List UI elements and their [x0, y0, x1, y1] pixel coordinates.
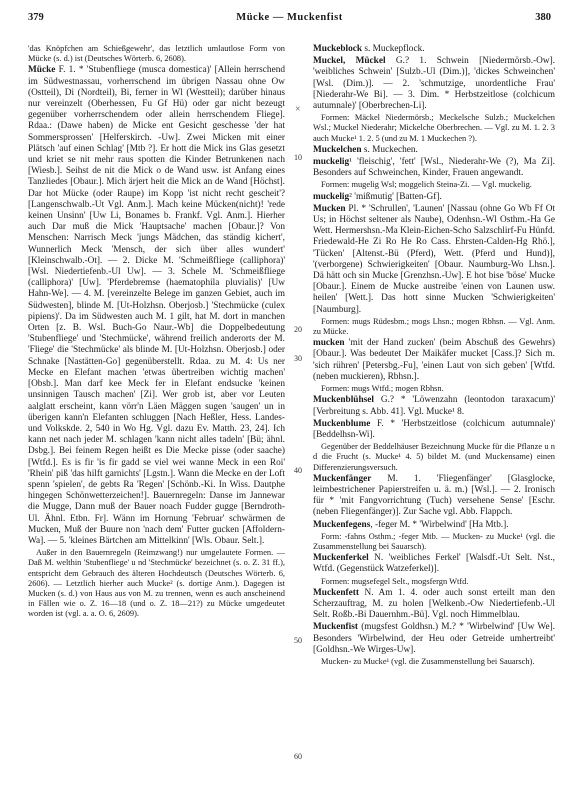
entry-text: ¹ 'fleischig', 'fett' [Wsl., Niederahr-We (?), Ma Zi]. Besonders auf Schweinchen, Kinder, Frauen angewandt. — [313, 157, 555, 179]
page-number-right: 380 — [535, 12, 551, 23]
entry-text: Gegenüber der Beddelhäuser Bezeichnung Mucke für die Pflanze u n d die Frucht (s. Mucke¹ 4. 5) bildet M. (und Muckensame) einen Differenzierungsversuch. — [313, 442, 555, 472]
page-number-left: 379 — [28, 12, 44, 23]
headword: Muckelchen — [313, 144, 362, 155]
entry-text: Formen: mugelig Wsl; moggelich Steina-Zi. — Vgl. muckelig. — [321, 180, 532, 190]
entry-text: Form: -fahns Osthm.; -feger Mtb. — Mucken- zu Mucke¹ (vgl. die Zusammenstellung bei Sauarsch). — [313, 531, 555, 551]
dictionary-entry — [313, 474, 555, 519]
dictionary-entry — [313, 56, 555, 112]
headword: muckelig — [313, 191, 350, 202]
entry-text: Formen: mugs Wtfd.; mogen Rbhsn. — [321, 384, 444, 394]
entry-text: Außer in den Bauernregeln (Reimzwang!) nur umgelautete Formen. — Daß M. welthin 'Stubenfliege' u nd 'Stechmücke' bezeichnet (s. o. Z. 31 ff.), entspricht dem Gebrauch des älteren Hochdeutsch (Deutsches Wörterb. 6, 2606). — Letztlich hierher auch Mucke² (s. dortige Anm.). Dagegen ist Mucken (s. d.) von Haus aus von M. zu trennen, wenn es auch anscheinend in Fällen wie o. Z. 16—18 (und o. Z. 18—21?) zu Mücke umgedeutet worden ist (vgl. a. a. O. 6, 2609). — [28, 548, 285, 619]
entry-text: Mucken- zu Mucke¹ (vgl. die Zusammenstellung bei Sauarsch). — [321, 656, 535, 666]
entry-text: 'das Knöpfchen am Schießgewehr', das letztlich umlautlose Form von Mücke (s. d.) ist (Deutsches Wörterb. 6, 2608). — [28, 44, 285, 64]
headword: Muckenfänger — [313, 473, 372, 484]
dictionary-entry — [313, 553, 555, 575]
dictionary-entry — [28, 65, 285, 547]
entry-text: Pl. * 'Schrullen', 'Launen' [Nassau (ohne Go Wb Ff Ot Us; in Höchst seltener als Naube), Odenhsn.-Wl Osthm.-Ha Ge Wett. Hermershsn.-Ma Klein-Eichen-Scho Salzschlirf-Fu Hünfd. Friedewald-He Zi Ro He Ro Cass. Ehrsten-Calden-Hg Rhö.], 'Tücken' [Altenst.-Bü (Pferd), Wett. (Pferd und Hund)], '(verborgene) Schwierigkeiten' [Obaur. Naumburg-Wo Lhsn.]. Dä hätt och sin Mucke [Grenzhsn.-Uw]. E hot bise 'böse' Mucke [Obaur.]. Einem de Mucke austreibe 'einen von Launen usw. heilen' [Wett.]. Das hott sinne Mucken 'Schwierigkeiten' [Naumburg]. — [313, 203, 555, 315]
entry-text: Formen: mugs Rüdesbm.; mogs Lhsn.; mogen Rbhsn. — Vgl. Anm. zu Mücke. — [313, 316, 555, 337]
dictionary-entry — [313, 192, 555, 203]
entry-text: ² 'mißmutig' [Batten-Gf]. — [349, 191, 442, 202]
note-paragraph — [28, 548, 285, 619]
dictionary-entry — [313, 520, 555, 531]
entry-text: G.? * 'Löwenzahn (leontodon taraxacum)' [Verbreitung s. Abb. 41]. Vgl. Mucke¹ 8. — [313, 395, 555, 417]
dictionary-entry — [313, 419, 555, 441]
note-paragraph — [28, 44, 285, 64]
entry-text: Formen: Mäckel Niedermörsb.; Meckelsche Sulzb.; Muckelchen Wsl.; Muckel Niederahr; Mickelche Oberbrechen. — Vgl. zu M. 1. 2. 3 auch Mucke¹ 1. 2. 5 (und zu M. 1 Muckechen ?). — [313, 113, 555, 143]
entry-text: N. 'weibliches Ferkel' [Walsdf.-Ut Selt. Nst., Wtfd. (Gegenstück Watzeferkel)]. — [313, 553, 555, 575]
entry-text: N. Am 1. 4. oder auch sonst erteilt man den Scherzauftrag, M. zu holen [Welkenb.-Ow Niedertiefenb.-Ul Selt. Roßb.-Bi Dauernhm.-Bü]. Vgl. noch Himmelblau. — [313, 587, 555, 621]
note-paragraph — [313, 384, 555, 394]
headword: Muckeblock — [313, 44, 363, 54]
note-paragraph — [313, 442, 555, 473]
entry-text: Formen: mugsefegel Selt., mogsfergn Wtfd. — [321, 576, 469, 586]
running-header — [28, 12, 551, 28]
entry-text: , -feger M. * 'Wirbelwind' [Ha Mtb.]. — [370, 519, 509, 530]
margin-mark: × — [295, 104, 301, 115]
dictionary-entry — [313, 588, 555, 622]
note-paragraph — [313, 180, 555, 190]
note-paragraph — [313, 577, 555, 587]
dictionary-entry — [313, 44, 555, 55]
dictionary-entry — [313, 622, 555, 656]
headword: Muckel, Mückel — [313, 56, 386, 67]
dictionary-entry — [313, 338, 555, 383]
dictionary-entry — [313, 395, 555, 417]
headword: Mücke — [28, 65, 56, 76]
headword: Muckenferkel — [313, 553, 369, 564]
headword: Muckenfett — [313, 587, 359, 598]
note-paragraph — [313, 532, 555, 552]
line-number: 50 — [294, 636, 302, 645]
headword: muckelig — [313, 157, 350, 168]
entry-text: 'mit der Hand zucken' (beim Abschuß des Gewehrs) [Obaur.]. Was bedeutet Der Maikäfer mucket [Cass.]? Sich m. 'sich rühren' [Petersbg.-Fu], 'einen Laut von sich geben' [Wtfd. (neben muckieren), Rbhsn.]. — [313, 338, 555, 382]
left-column — [28, 44, 285, 784]
entry-text: F. 1. * 'Stubenfliege (musca domestica)' [Allein herrschend im Südwestnassau, vorherrschend im übrigen Nassau ohne Ow (Ostteil), Di (Nordteil), Bi, ferner in Wl (Westteil); darüber hinaus nur vereinzelt (Oberhessen, Fu Gf Hü) oder gar nicht bezeugt gegenüber vorherrschendem oder allein herrschendem Fliege]. Rdaa.: (Dawe haben) de Micke ent Gesicht geschesse 'der hat Sommersprossen' [Helferskirch. -Uw]. Zwei Micken mit einer Plätsch 'auf einen Schlag' [Mtb ?]. Er hott die Mick ins Glas gesetzt und kriet se nit mehr raus spotten die Kinder Betrunkenen nach [Wiesb.]. Seihst de nit die Mick o de Wand usw. ist Anfang eines Tanzliedes [Obaur.]. Mich ärjert heit die Mick an de Wand [Höchst]. Dar hot Mücke (oder Raupe) im Kopp 'ist nicht recht gescheit'? [Langenschwalb.-Ut Vgl. Anm.]. Mach keine Mücken(nicht)! 'rede keinen Unsinn' [Uw Li, Bonames b. Frankf. Vgl. Anm.]. Hierher auch Dar muß die Mick 'Hauptsache' machen [Obaur.]? Von Menschen: Narrisch Meck 'jungs Mädchen, das ständig kichert', Wunnerlich Meck 'Mensch, der sich über alles wundert' [Kleinschwalb.-Ot]. — 2. Dicke M. 'Schmeißfliege (calliphora)' [Wsl. Niedertiefenb.-Ul Uw]. — 3. Schele M. 'Schmeißfliege (calliphora)' [Uw]. 'Pferdebremse (haematophila pluvialis)' [Uw Hahn-We]. — 4. M. [vereinzelte Belege im ganzen Gebiet, auch im Südwesten], blinde M. [Ut-Holzhsn. Oberjosb.] 'Stechmücke (culex pipiens)'. Da im Südwesten auch M. 1 gilt, hat M. dort in manchen Orten [z. B. Wsl. Buch-Go Naur.-Wb] die Doppelbedeutung 'Stubenfliege' und 'Stechmücke', während freilich anderorts der M. 'Fliege' die 'Stechmücke' als blinde M. [Ut-Holzhsn. Oberjosb.] oder Schnake [Nastätten-Go] gegenüberstellt. Rdaa. zu M. 4: Us ner Mecke en Elefant machen 'etwas übertreiben wichtig machen' [Obsb.]. Man darf kee Meck fer in Elefant endsucke 'keinen unsinnigen Tausch machen' [Zi]. Wer grob ist, aber vor Leuten aalglatt erscheint, kann vörr'n Läen Mäggen sugen 'saugen' un in überigen kann'n Elefanten schluggen [Nach Heßler, Hess. Landes- und Volkskde. 2, 540 in Wo Hg. Vgl. dazu Ev. Matth. 23, 24]. Ich kann net nach jeder M. schlagen 'kann nicht alles tadeln' [Bü; ähnl. Dsbg.]. Bei feinem Regen heißt es Die Mecke pisse (oder saache) [Wtfd.]. Es is fir 'is fir gadd se viel wei wanne Meck in een Roi' 'Rhein' piß 'das hilft garnichts' [Lgstn.]. Wann die Mecke en der Loft spenn 'spielen', de gebts Ra 'Regen' [Schönb.-Ki. In Wiss. Dautphe hingegen Schönwetterzeichen!]. Bauernregeln: Danse im Jannewar die Mugge, Dann muß der Bauer noach Fudder gugge [Berndroth-Ul. Ähnl. Etbn. Fr]. Wänn im Hornung 'Februar' schwärmen de Mucken, Muß der Buure non 'nach dem' Futter gucken [Affoldern-Wa]. — 5. 'kleines Bärtchen am Mittelkinn' [Wls. Obaur. Selt.]. — [28, 65, 285, 546]
line-number: 10 — [294, 153, 302, 162]
headword: mucken — [313, 338, 345, 349]
headword: Muckenblume — [313, 418, 371, 429]
line-number: 60 — [294, 752, 302, 761]
entry-text: G.? 1. Schwein [Niedermörsb.-Ow]. 'weibliches Schwein' [Sulzb.-Ul (Dim.)], 'dickes Schweinchen' [Wsl. (Dim.)]. — 2. 'schmutzige, unordentliche Frau' [Niederahr-We Bi]. — 3. Dim. * Herbstzeitlose (colchicum autumnale)' [Oberbrechen-Li]. — [313, 56, 555, 112]
entry-text: F. * 'Herbstzeitlose (colchicum autumnale)' [Beddelhsn-Wi]. — [313, 418, 555, 440]
entry-text: s. Muckepflock. — [362, 44, 425, 54]
note-paragraph — [313, 317, 555, 337]
running-title: Mücke — Muckenfist — [236, 12, 343, 23]
line-number: 40 — [294, 466, 302, 475]
headword: Muckenfegens — [313, 519, 371, 530]
entry-text: s. Muckechen. — [361, 144, 418, 155]
headword: Muckenblühsel — [313, 395, 374, 406]
headword: Muckenfist — [313, 622, 358, 633]
dictionary-entry — [313, 145, 555, 156]
line-number: 30 — [294, 354, 302, 363]
right-column — [313, 44, 555, 784]
dictionary-entry — [313, 204, 555, 316]
line-number: 20 — [294, 325, 302, 334]
dictionary-entry — [313, 157, 555, 179]
note-paragraph — [313, 113, 555, 144]
note-paragraph — [313, 657, 555, 667]
headword: Mucken — [313, 203, 346, 214]
entry-text: M. 1. 'Fliegenfänger' [Glasglocke, leimbestrichener Papierstreifen u. ä. m.) [Wsl.]. — 2. Ironisch für * 'mit Fangvorrichtung (Tuch) versehene Sense' [Eschr. (neben Fliegenfänger)]. Zur Sache vgl. Abb. Flappch. — [313, 473, 555, 518]
entry-text: (mugsfest Goldhsn.) M.? * 'Wirbelwind' [Uw We]. Besonders 'Wirbelwind, der Heu oder Getreide umhertreibt' [Goldhsn.-We Wirges-Uw]. — [313, 622, 555, 655]
